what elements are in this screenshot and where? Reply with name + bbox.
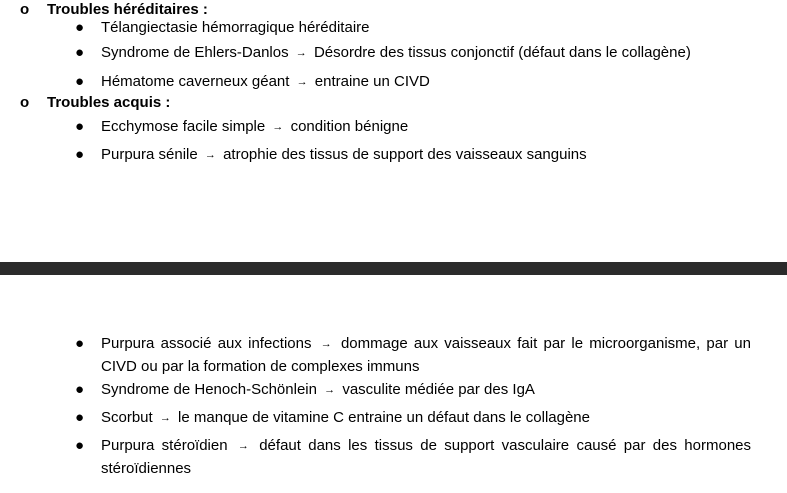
- item-tail: condition bénigne: [290, 118, 409, 135]
- page-break-bar: [0, 262, 787, 275]
- item-tail: dommage aux vaisseaux fait par le microorganisme, par un CIVD ou par la formation de complexes immuns: [101, 335, 751, 375]
- bullet-icon: ●: [75, 409, 85, 426]
- list-item-ehlers-danlos: [75, 42, 751, 65]
- item-tail: défaut dans les tissus de support vasculaire causé par des hormones stéroïdiennes: [101, 437, 752, 477]
- list-item-purpura-infections: [75, 333, 751, 378]
- list-item-telangiectasie: [75, 17, 751, 39]
- page-lower: [0, 275, 787, 493]
- arrow-icon: →: [272, 121, 284, 133]
- list-item-purpura-senile: [75, 144, 751, 167]
- item-head: Purpura sénile: [101, 146, 198, 163]
- arrow-icon: →: [296, 76, 308, 88]
- list-item-scorbut: [75, 407, 751, 430]
- list-item-ecchymose: [75, 116, 751, 139]
- item-head: Scorbut: [101, 409, 153, 426]
- item-head: Syndrome de Ehlers-Danlos: [101, 44, 289, 61]
- arrow-icon: →: [295, 47, 307, 59]
- list-item-hematome: [75, 71, 751, 94]
- arrow-icon: →: [204, 149, 216, 161]
- bullet-icon: ●: [75, 437, 85, 454]
- item-tail: vasculite médiée par des IgA: [342, 381, 535, 398]
- item-head: Syndrome de Henoch-Schönlein: [101, 381, 317, 398]
- bullet-icon: ●: [75, 44, 85, 61]
- section-heading-acquired: [20, 93, 170, 113]
- item-tail: le manque de vitamine C entraine un défaut dans le collagène: [178, 409, 590, 426]
- section-title: Troubles héréditaires :: [47, 1, 208, 18]
- item-head: Purpura stéroïdien: [101, 437, 228, 454]
- bullet-icon: ●: [75, 73, 85, 90]
- section-title: Troubles acquis :: [47, 94, 171, 111]
- arrow-icon: →: [324, 384, 336, 396]
- item-head: Ecchymose facile simple: [101, 118, 266, 135]
- arrow-icon: →: [320, 338, 332, 350]
- item-tail: atrophie des tissus de support des vaisseaux sanguins: [223, 146, 587, 163]
- arrow-icon: →: [237, 440, 249, 452]
- section-marker: o: [20, 1, 30, 18]
- list-item-purpura-steroidien: [75, 435, 751, 480]
- item-head: Hématome caverneux géant: [101, 73, 290, 90]
- arrow-icon: →: [159, 412, 171, 424]
- list-item-henoch-schonlein: [75, 379, 751, 402]
- bullet-icon: ●: [75, 381, 85, 398]
- bullet-icon: ●: [75, 335, 85, 352]
- item-tail: entraine un CIVD: [314, 73, 430, 90]
- item-head: Télangiectasie hémorragique héréditaire: [101, 19, 370, 36]
- item-tail: Désordre des tissus conjonctif (défaut dans le collagène): [313, 44, 691, 61]
- item-head: Purpura associé aux infections: [101, 335, 312, 352]
- bullet-icon: ●: [75, 19, 85, 36]
- bullet-icon: ●: [75, 146, 85, 163]
- section-marker: o: [20, 94, 30, 111]
- bullet-icon: ●: [75, 118, 85, 135]
